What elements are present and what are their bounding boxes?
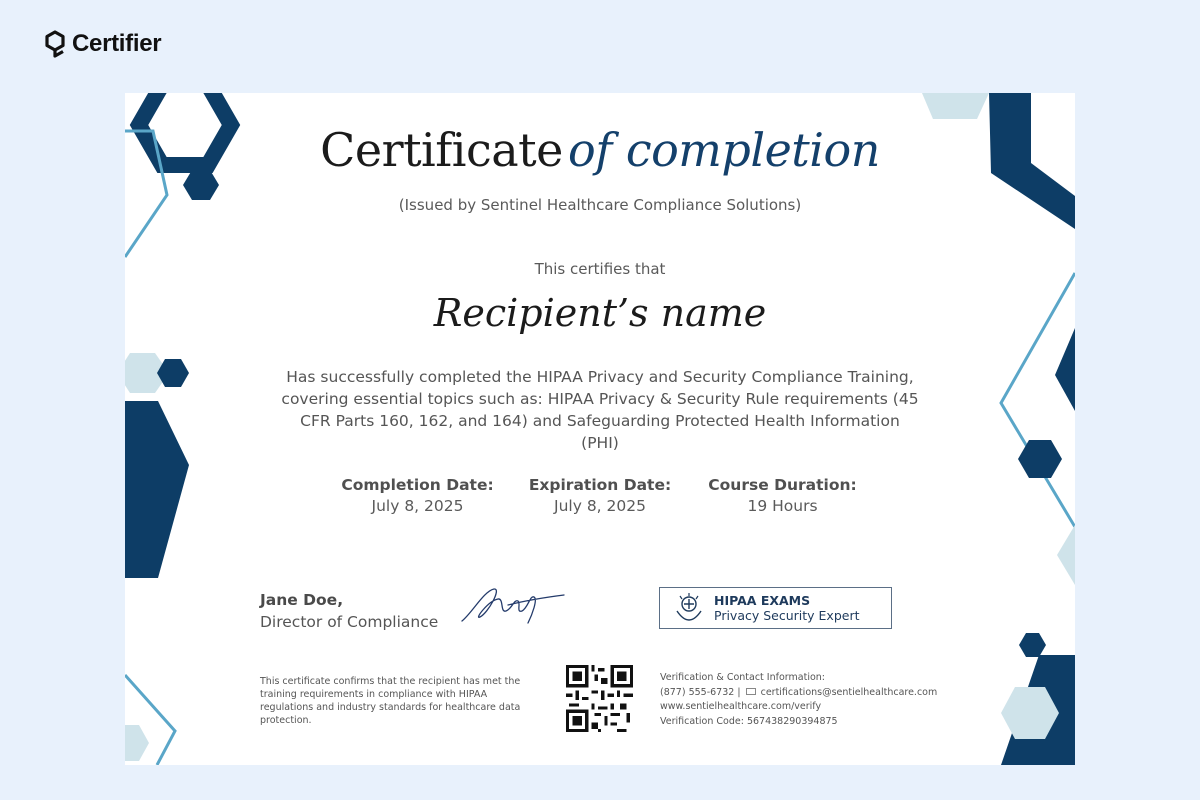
shield-hands-icon (674, 593, 704, 623)
hipaa-exams-badge (659, 587, 892, 629)
qr-code (566, 665, 633, 732)
fact-expiration-date (505, 476, 695, 515)
certificate-facts (330, 476, 870, 515)
certifier-logo-icon (44, 30, 66, 58)
issuer-text: (Issued by Sentinel Healthcare Compliance Solutions) (398, 196, 802, 214)
badge-title: HIPAA EXAMS (714, 592, 811, 608)
certificate (125, 93, 1075, 765)
badge-subtitle: Privacy Security Expert (714, 607, 860, 623)
verification-info (660, 671, 937, 729)
fact-course-duration (695, 476, 870, 515)
verification-url: www.sentielhealthcare.com/verify (660, 701, 822, 712)
fact-value: July 8, 2025 (554, 497, 646, 515)
signer-block (260, 591, 438, 631)
signature-image (458, 583, 568, 628)
signer-name: Jane Doe, (260, 591, 344, 609)
mail-icon (746, 688, 756, 695)
fact-value: July 8, 2025 (371, 497, 464, 515)
fact-completion-date (330, 476, 505, 515)
fact-value: 19 Hours (747, 497, 818, 515)
disclaimer-text: This certificate confirms that the recipient has met the training requirements in compliance with HIPAA regulations and industry standards for healthcare data protection. (260, 676, 521, 726)
fact-label: Expiration Date: (528, 476, 672, 494)
recipient-name: Recipient’s name (433, 291, 767, 335)
certifies-text: This certifies that (534, 260, 666, 278)
verification-heading: Verification & Contact Information: (660, 672, 825, 683)
title-accent: of completion (568, 123, 880, 177)
verification-contact-line (660, 686, 937, 701)
brand-name: Certifier (72, 30, 162, 57)
verification-code: Verification Code: 567438290394875 (660, 715, 838, 727)
brand-logo (44, 30, 161, 58)
fact-label: Completion Date: (341, 476, 494, 494)
course-description: Has successfully completed the HIPAA Privacy and Security Compliance Training, covering essential topics such as: HIPAA Privacy & Security Rule requirements (45 CFR Parts 160, 162, and 164) and Safeguarding Protected Health Information (PHI) (281, 368, 919, 452)
title-main: Certificate (320, 123, 563, 177)
badge-text (714, 594, 860, 623)
verification-email: certifications@sentielhealthcare.com (760, 686, 938, 698)
verification-phone: (877) 555-6732 | (660, 686, 741, 698)
fact-label: Course Duration: (708, 476, 857, 494)
signer-title: Director of Compliance (260, 613, 439, 631)
certificate-title (125, 123, 1075, 177)
